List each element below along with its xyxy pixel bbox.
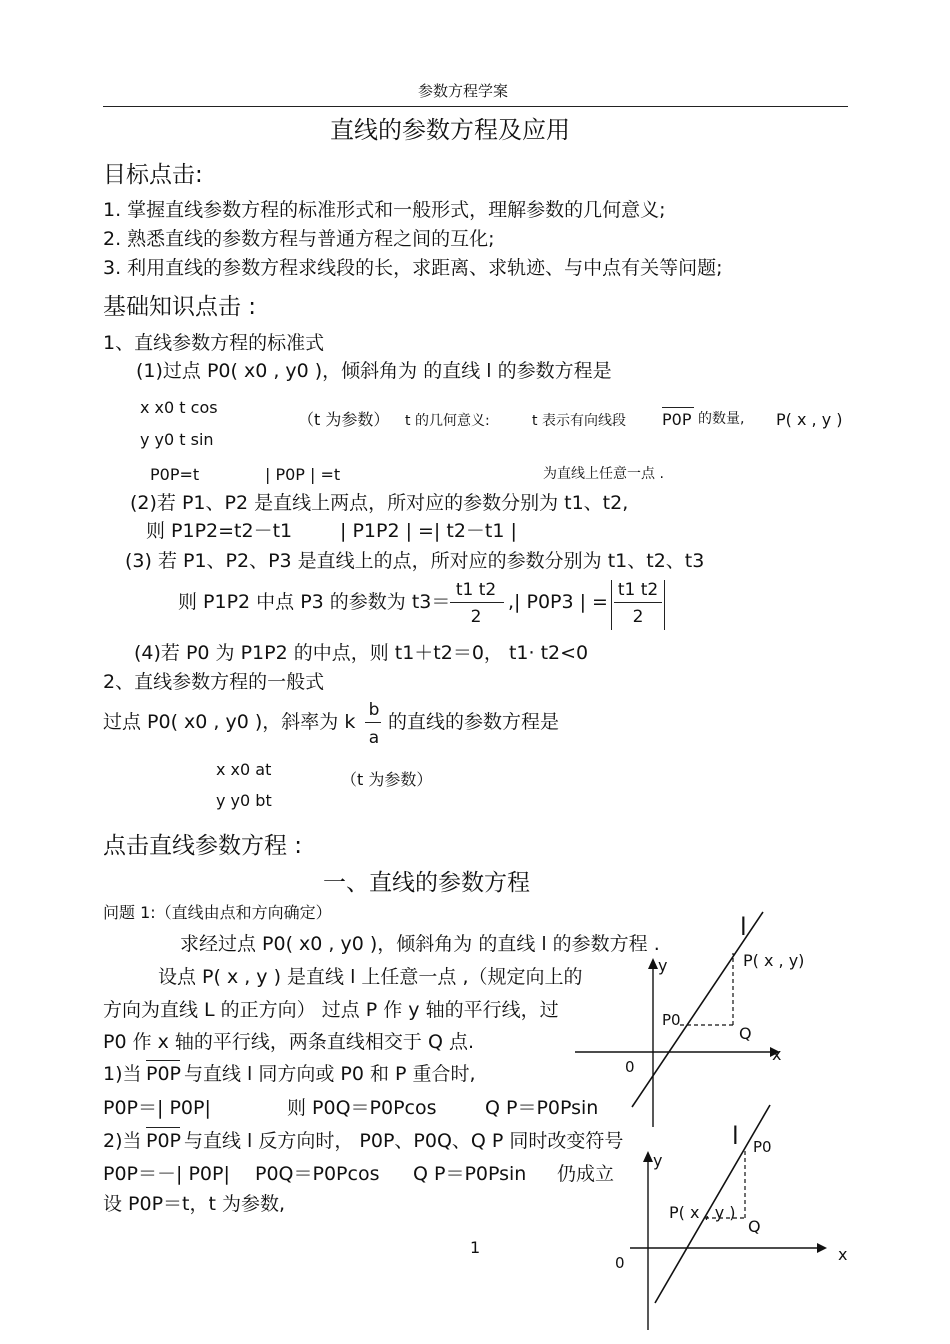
case2-still-holds: 仍成立: [557, 1163, 615, 1185]
line-label: l: [740, 913, 747, 941]
problem-line: P0 作 x 轴的平行线，两条直线相交于 Q 点.: [103, 1031, 474, 1053]
p0p-equals-t: P0P=t: [150, 465, 200, 484]
meaning-tail: 的数量,: [698, 411, 745, 427]
q-label: Q: [748, 1217, 761, 1236]
line-label: l: [732, 1122, 739, 1150]
item-3a: (3) 若 P1、P2、P3 是直线上的点，所对应的参数分别为 t1、t2、t3: [125, 550, 705, 572]
y-arrow-icon: [643, 1151, 653, 1162]
line-l: [632, 912, 763, 1107]
p-label: P( x , y): [743, 951, 805, 970]
item-4: (4)若 P0 为 P1P2 的中点，则 t1＋t2＝0， t1· t2<0: [134, 642, 589, 664]
click-subheading: 一、直线的参数方程: [323, 870, 530, 896]
case1-label: 1)当: [103, 1063, 142, 1085]
vector-p0p: P0P: [662, 410, 692, 429]
any-point-note: 为直线上任意一点 .: [543, 466, 664, 482]
vector-p0p: P0P: [146, 1130, 182, 1152]
page-number: 1: [470, 1238, 481, 1257]
case2-label: 2)当: [103, 1130, 142, 1152]
item-2c: | P1P2 | =| t2－t1 |: [340, 520, 517, 542]
x-label: x: [772, 1045, 782, 1064]
gen-form-title: 2、直线参数方程的一般式: [103, 671, 325, 693]
p-label: P( x , y ): [669, 1203, 736, 1222]
frac2-num: t1 t2: [617, 580, 659, 600]
goal-item: 1. 掌握直线参数方程的标准形式和一般形式，理解参数的几何意义;: [103, 199, 666, 221]
gen-param-note: （t 为参数）: [341, 770, 433, 789]
basics-heading: 基础知识点击 :: [103, 294, 257, 320]
problem-line: 方向为直线 L 的正方向） 过点 P 作 y 轴的平行线，过: [103, 999, 559, 1021]
meaning-text: t 表示有向线段: [532, 413, 626, 429]
header-rule: [103, 106, 848, 107]
set-param: 设 P0P＝t，t 为参数,: [103, 1193, 286, 1215]
origin-label: 0: [615, 1254, 625, 1272]
abs-right-bar: [664, 580, 665, 630]
frac2-den: 2: [632, 607, 644, 627]
case1-eq1: P0P＝| P0P|: [103, 1097, 211, 1119]
x-arrow-icon: [817, 1243, 827, 1253]
y-label: y: [658, 956, 668, 975]
click-heading: 点击直线参数方程 :: [103, 833, 303, 859]
goals-heading: 目标点击:: [103, 162, 203, 188]
item-2a: (2)若 P1、P2 是直线上两点，所对应的参数分别为 t1、t2,: [130, 492, 629, 514]
problem-title: 问题 1:（直线由点和方向确定）: [103, 903, 332, 922]
running-header: 参数方程学案: [418, 82, 509, 100]
case1-text: 与直线 l 同方向或 P0 和 P 重合时,: [184, 1063, 476, 1085]
frac-den: 2: [470, 607, 482, 627]
case1-eq3: Q P＝P0Psin: [485, 1097, 599, 1119]
goal-item: 3. 利用直线的参数方程求线段的长，求距离、求轨迹、与中点有关等问题;: [103, 257, 723, 279]
problem-line: 设点 P( x , y ) 是直线 l 上任意一点 ,（规定向上的: [158, 966, 583, 988]
x-label: x: [838, 1245, 848, 1264]
q-label: Q: [739, 1024, 752, 1043]
vector-p0p: P0P: [146, 1063, 182, 1085]
item-3c: ,| P0P3 | =: [508, 591, 608, 613]
goal-item: 2. 熟悉直线的参数方程与普通方程之间的互化;: [103, 228, 495, 250]
std-eq-y: y y0 t sin: [140, 430, 214, 449]
k-num: b: [368, 700, 380, 720]
case1-eq2: 则 P0Q＝P0Pcos: [287, 1097, 437, 1119]
y-arrow-icon: [648, 958, 658, 969]
y-label: y: [653, 1151, 663, 1170]
abs-p0p-equals-t: | P0P | =t: [265, 465, 341, 484]
gen-form-intro: 过点 P0( x0 , y0 )，斜率为 k: [103, 711, 356, 733]
meaning-label: t 的几何意义:: [405, 413, 490, 429]
vector-bar: [146, 1127, 180, 1128]
case2-eq3: Q P＝P0Psin: [413, 1163, 527, 1185]
vector-bar: [662, 407, 694, 408]
std-eq-x: x x0 t cos: [140, 398, 218, 417]
point-p: P( x , y ): [776, 410, 843, 429]
origin-label: 0: [625, 1058, 635, 1076]
frac2-bar: [614, 602, 662, 603]
std-form-title: 1、直线参数方程的标准式: [103, 332, 325, 354]
frac-bar: [450, 602, 504, 603]
case2-eq1: P0P＝－| P0P|: [103, 1163, 230, 1185]
std-param-note: （t 为参数）: [298, 410, 390, 429]
problem-line: 求经过点 P0( x0 , y0 )，倾斜角为 的直线 l 的参数方程 .: [180, 933, 660, 955]
p0-label: P0: [662, 1011, 681, 1029]
case2-eq2: P0Q＝P0Pcos: [255, 1163, 380, 1185]
gen-eq-x: x x0 at: [216, 760, 272, 779]
gen-form-tail: 的直线的参数方程是: [388, 711, 560, 733]
figure-2: [605, 1100, 848, 1340]
frac-num: t1 t2: [455, 580, 497, 600]
p0-label: P0: [753, 1138, 772, 1156]
gen-eq-y: y y0 bt: [216, 791, 272, 810]
page-title: 直线的参数方程及应用: [330, 116, 570, 144]
k-bar: [365, 722, 381, 723]
k-den: a: [368, 728, 380, 748]
std-form-intro: (1)过点 P0( x0 , y0 )，倾斜角为 的直线 l 的参数方程是: [136, 360, 612, 382]
case2-text: 与直线 l 反方向时， P0P、P0Q、Q P 同时改变符号: [184, 1130, 624, 1152]
item-3b: 则 P1P2 中点 P3 的参数为 t3＝: [178, 591, 451, 613]
item-2b: 则 P1P2=t2－t1: [146, 520, 293, 542]
vector-bar: [146, 1060, 180, 1061]
